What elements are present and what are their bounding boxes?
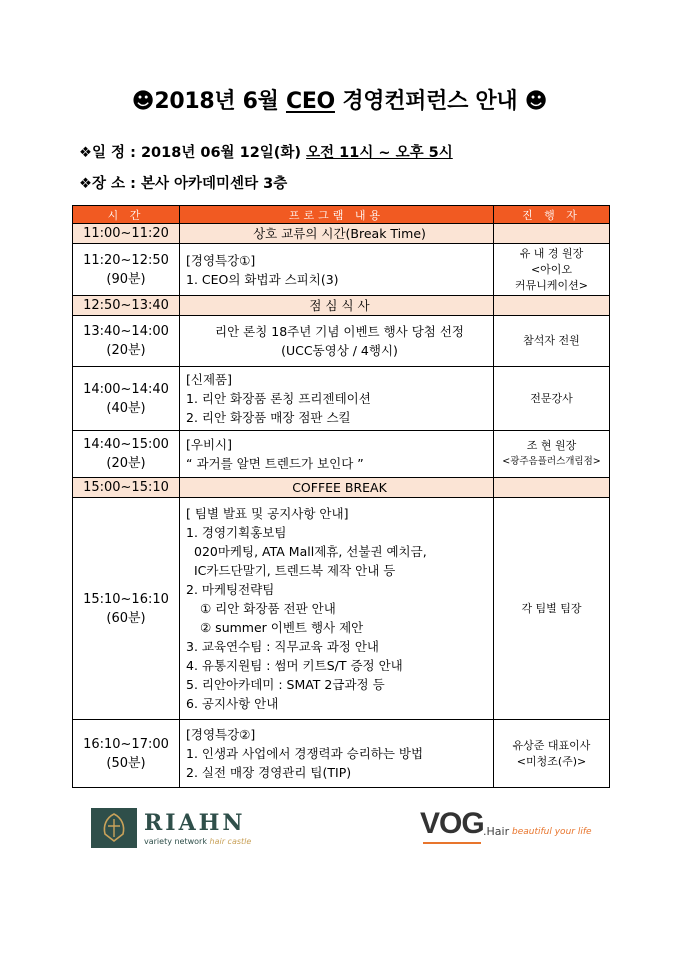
vog-underline xyxy=(423,842,481,844)
table-row xyxy=(73,316,610,367)
smiley-icon: ☻ xyxy=(131,89,155,114)
info-place: ❖장 소 : 본사 아카데미센타 3층 xyxy=(79,176,288,192)
crest-icon xyxy=(91,808,137,848)
riahn-logo: RIAHN variety network hair castle xyxy=(91,808,291,850)
info-date: ❖일 정 : 2018년 06월 12일(화) 오전 11시 ~ 오후 5시 xyxy=(79,145,453,161)
table-row xyxy=(73,224,610,244)
host-cell: 조 현 원장 <광주음플러스개림점> xyxy=(494,431,610,478)
table-row xyxy=(73,296,610,316)
host-cell xyxy=(494,478,610,498)
time-cell: 13:40~14:00 (20분) xyxy=(73,316,180,367)
program-cell: COFFEE BREAK xyxy=(180,478,494,498)
table-header-row xyxy=(73,206,610,224)
time-cell: 14:40~15:00 (20분) xyxy=(73,431,180,478)
host-cell: 각 팀별 팀장 xyxy=(494,498,610,720)
host-cell: 전문강사 xyxy=(494,367,610,431)
header-program: 프로그램 내용 xyxy=(180,206,494,224)
table-row xyxy=(73,720,610,788)
table-row xyxy=(73,478,610,498)
header-host: 진 행 자 xyxy=(494,206,610,224)
host-cell xyxy=(494,296,610,316)
header-time: 시 간 xyxy=(73,206,180,224)
host-cell: 유 내 경 원장 <아이오 커뮤니케이션> xyxy=(494,244,610,296)
program-cell: [ 팀별 발표 및 공지사항 안내] 1. 경영기획홍보팀 020마케팅, ATA Mall제휴, 선불권 예치금, IC카드단말기, 트렌드북 제작 안내 등 2. 마케팅전략팀 ① 리안 화장품 전판 안내 ② summer 이벤트 행사 제안 3. 교육연수팀 : 직무교육 과정 안내 4. 유통지원팀 : 썸머 키트S/T 증정 안내 5. 리안아카데미 : SMAT 2급과정 등 6. 공지사항 안내 xyxy=(180,498,494,720)
smiley-icon: ☻ xyxy=(524,89,548,114)
program-cell: [우비시] “ 과거를 알면 트렌드가 보인다 ” xyxy=(180,431,494,478)
host-cell: 참석자 전원 xyxy=(494,316,610,367)
host-cell: 유상준 대표이사 <미청조(주)> xyxy=(494,720,610,788)
table-row xyxy=(73,244,610,296)
time-cell: 11:00~11:20 xyxy=(73,224,180,244)
vog-logo: VOG .Hair beautiful your life xyxy=(420,808,610,850)
table-row xyxy=(73,431,610,478)
time-cell: 14:00~14:40 (40분) xyxy=(73,367,180,431)
time-cell: 16:10~17:00 (50분) xyxy=(73,720,180,788)
table-row xyxy=(73,498,610,720)
program-cell: 점 심 식 사 xyxy=(180,296,494,316)
time-cell: 11:20~12:50 (90분) xyxy=(73,244,180,296)
program-cell: [경영특강①] 1. CEO의 화법과 스피치(3) xyxy=(180,244,494,296)
time-cell: 15:00~15:10 xyxy=(73,478,180,498)
host-cell xyxy=(494,224,610,244)
time-cell: 12:50~13:40 xyxy=(73,296,180,316)
table-row xyxy=(73,367,610,431)
time-cell: 15:10~16:10 (60분) xyxy=(73,498,180,720)
page-title: ☻2018년 6월 CEO 경영컨퍼런스 안내 ☻ xyxy=(131,89,548,114)
program-cell: 리안 론칭 18주년 기념 이벤트 행사 당첨 선정 (UCC동영상 / 4행시) xyxy=(180,316,494,367)
program-cell: [경영특강②] 1. 인생과 사업에서 경쟁력과 승리하는 방법 2. 실전 매장 경영관리 팁(TIP) xyxy=(180,720,494,788)
program-cell: 상호 교류의 시간(Break Time) xyxy=(180,224,494,244)
program-cell: [신제품] 1. 리안 화장품 론칭 프리젠테이션 2. 리안 화장품 매장 점판 스킬 xyxy=(180,367,494,431)
schedule-table xyxy=(72,205,610,788)
